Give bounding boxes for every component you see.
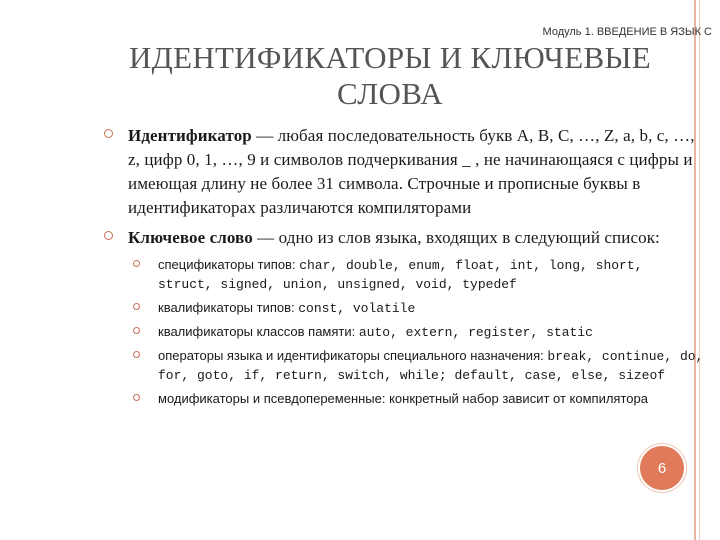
- circle-bullet-icon: [133, 327, 140, 334]
- circle-bullet-icon: [104, 129, 113, 138]
- list-item: [128, 256, 704, 294]
- term-identifier: Идентификатор: [128, 126, 252, 145]
- list-item: [128, 390, 704, 408]
- item-code: break, continue, do, for, goto, if, return, switch, while; default, case, else, sizeof: [158, 349, 704, 383]
- slide-title: [60, 40, 720, 112]
- title-line-2: СЛОВА: [337, 76, 443, 111]
- list-item: [128, 299, 704, 318]
- list-item: [128, 347, 704, 385]
- item-label: квалификаторы классов памяти:: [158, 324, 359, 339]
- circle-bullet-icon: [133, 351, 140, 358]
- item-label: модификаторы и псевдопеременные: конкретный набор зависит от компилятора: [158, 391, 648, 406]
- circle-bullet-icon: [133, 260, 140, 267]
- item-code: auto, extern, register, static: [358, 325, 593, 340]
- circle-bullet-icon: [104, 231, 113, 240]
- item-code: const, volatile: [298, 301, 416, 316]
- list-item: [128, 323, 704, 342]
- term-keyword: Ключевое слово: [128, 228, 253, 247]
- circle-bullet-icon: [133, 303, 140, 310]
- slide-content: [104, 124, 704, 413]
- item-label: операторы языка и идентификаторы специального назначения:: [158, 348, 548, 363]
- item-label: спецификаторы типов:: [158, 257, 300, 272]
- item-label: квалификаторы типов:: [158, 300, 299, 315]
- bullet-keyword: [104, 226, 704, 250]
- title-line-1: ИДЕНТИФИКАТОРЫ И КЛЮЧЕВЫЕ: [128, 40, 652, 75]
- module-header: Модуль 1. ВВЕДЕНИЕ В ЯЗЫК С: [542, 26, 712, 38]
- definition-keyword: — одно из слов языка, входящих в следующий список:: [252, 228, 660, 247]
- circle-bullet-icon: [133, 394, 140, 401]
- item-code: char, double, enum, float, int, long, short, struct, signed, union, unsigned, void, typedef: [158, 258, 643, 292]
- bullet-identifier: [104, 124, 704, 220]
- page-number-badge: 6: [640, 446, 684, 490]
- definition-identifier: — любая последовательность букв A, B, C, …, Z, a, b, c, …, z, цифр 0, 1, …, 9 и символов подчеркивания _ , не начинающаяся с цифры и имеющая длину не более 31 символа. Строчные и прописные буквы в идентификаторах различаются компиляторами: [128, 126, 695, 217]
- keyword-sublist: [128, 256, 704, 408]
